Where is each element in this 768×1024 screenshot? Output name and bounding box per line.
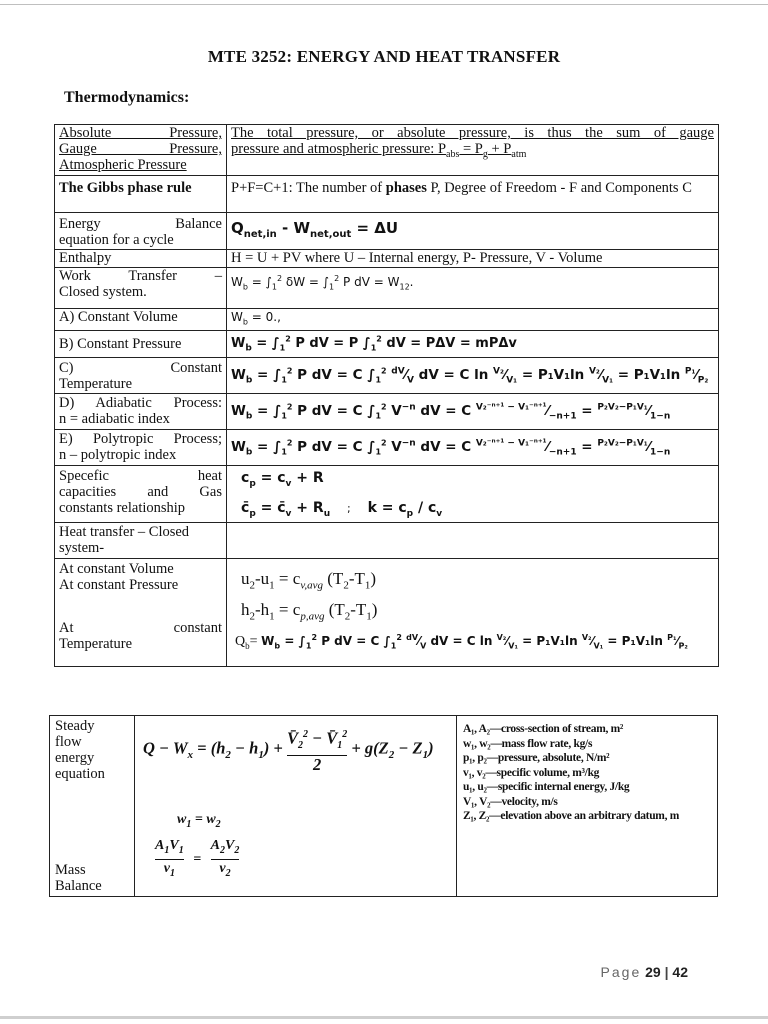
row-label: Heat transfer – Closed system- bbox=[55, 523, 227, 559]
const-temp-equation: $W_b = \int_1^2$ P dV = C $\int_1^2$ $^{dV}⁄_V$ dV = C $\ln ^{V_2}⁄_{V_1} = P_1V_1\ln$ $^{V_2}⁄_{V_1} = P_1V_1\ln$ $^{P_1}⁄_{P_2}$ bbox=[227, 358, 719, 394]
section-heading: Thermodynamics: bbox=[64, 89, 190, 106]
row-label: B) Constant Pressure bbox=[55, 331, 227, 358]
row-label: Enthalpy bbox=[55, 250, 227, 268]
polytropic-equation: $W_b = \int_1^2$ P dV = C $\int_1^2$ $V^{-n}$ dV = C $^{V_2^{-n+1} - V_1^{-n+1}}⁄_{-n+1}$ = $^{P_2V_2-P_1V_1}⁄_{1-n}$ bbox=[227, 430, 719, 466]
page-number: 29 bbox=[645, 964, 661, 980]
table-row bbox=[55, 430, 719, 466]
legend-item: Z₁, Z₂—elevation above an arbitrary datum, m bbox=[463, 810, 680, 822]
table-row bbox=[55, 309, 719, 331]
row-label: Absolute Pressure, Gauge Pressure, Atmospheric Pressure bbox=[55, 125, 227, 176]
table-row bbox=[55, 125, 719, 176]
bottom-rule bbox=[0, 1016, 768, 1019]
table-row bbox=[55, 250, 719, 268]
page-separator: | bbox=[664, 964, 669, 980]
page-total: 42 bbox=[672, 964, 688, 980]
table-row bbox=[55, 213, 719, 250]
row-label: Work Transfer – Closed system. bbox=[55, 268, 227, 309]
legend-item: v₁, v₂—specific volume, m³/kg bbox=[463, 766, 600, 779]
steady-flow-legend bbox=[457, 716, 718, 897]
row-desc: P+F=C+1: The number of phases P, Degree of Freedom - F and Components C bbox=[227, 176, 719, 213]
row-label: The Gibbs phase rule bbox=[55, 176, 227, 213]
adiabatic-equation: $W_b = \int_1^2$ P dV = C $\int_1^2$ $V^{-n}$ dV = C $^{V_2^{-n+1} - V_1^{-n+1}}⁄_{-n+1}$ = $^{P_2V_2-P_1V_1}⁄_{1-n}$ bbox=[227, 394, 719, 430]
row-label: Energy Balance equation for a cycle bbox=[55, 213, 227, 250]
table-row bbox=[55, 559, 719, 667]
const-pressure-equation: $W_b = \int_1^2$ P dV = P $\int_1^2$ dV = PΔV = mPΔv bbox=[227, 331, 719, 358]
table-row bbox=[55, 176, 719, 213]
energy-balance-equation: $Q_{net,in} - W_{net,out} = \Delta U$ bbox=[227, 213, 719, 250]
thermo-table bbox=[54, 124, 719, 667]
table-row bbox=[55, 523, 719, 559]
empty-cell bbox=[227, 523, 719, 559]
table-row bbox=[55, 331, 719, 358]
legend-item: A₁, A₂—cross-section of stream, m² bbox=[463, 723, 624, 735]
steady-flow-table bbox=[49, 715, 718, 897]
legend-item: u₁, u₂—specific internal energy, J/kg bbox=[463, 781, 630, 793]
legend-item: p₁, p₂—pressure, absolute, N/m² bbox=[463, 752, 610, 764]
page-title: MTE 3252: ENERGY AND HEAT TRANSFER bbox=[207, 47, 561, 66]
row-label: Steady flow energy equation Mass Balance bbox=[50, 716, 135, 897]
row-desc: The total pressure, or absolute pressure, is thus the sum of gauge pressure and atmospheric pressure: $P_{abs} = P_g + P_{atm}$ bbox=[227, 125, 719, 176]
legend-item: V₁, V₂—velocity, m/s bbox=[463, 795, 558, 808]
row-label: C) Constant Temperature bbox=[55, 358, 227, 394]
top-rule bbox=[0, 4, 768, 5]
work-equation: $W_b = \int_1^2$ $\delta W = \int_1^2$ P dV = $W_{12}$. bbox=[227, 268, 719, 309]
legend-item: w₁, w₂—mass flow rate, kg/s bbox=[463, 737, 593, 750]
table-row bbox=[50, 716, 718, 897]
row-label: E) Polytropic Process; n – polytropic index bbox=[55, 430, 227, 466]
row-label: Specefic heat capacities and Gas constants relationship bbox=[55, 466, 227, 523]
table-row bbox=[55, 394, 719, 430]
row-label: At constant Volume At constant Pressure At constant Temperature bbox=[55, 559, 227, 667]
const-volume-equation: $W_b = 0$., bbox=[227, 309, 719, 331]
page-word: Page bbox=[600, 964, 642, 980]
row-label: D) Adiabatic Process: n = adiabatic index bbox=[55, 394, 227, 430]
row-desc: H = U + PV where U – Internal energy, P- Pressure, V - Volume bbox=[227, 250, 719, 268]
specific-heat-equations: $c_p = c_v + R$ $c̄_p$ = $c̄_v + R_u$ ; $k = c_p / c_v$ bbox=[227, 466, 719, 523]
row-label: A) Constant Volume bbox=[55, 309, 227, 331]
constant-cases-equations: $u_2-u_1 = c_{v,avg}$ $(T_2-T_1)$ $h_2-h_1 = c_{p,avg}$ $(T_2-T_1)$ $Q_b= W_b = \int_1^2$ P dV = C $\int_1^2$ $^{dV}⁄_V$ dV = C $\ln ^{V_2}⁄_{V_1} = P_1V_1\ln$ $^{V_2}⁄_{V_1} = P_1V_1\ln$ $^{P_1}⁄_{P_2}$ bbox=[227, 559, 719, 667]
table-row bbox=[55, 466, 719, 523]
table-row bbox=[55, 358, 719, 394]
page-footer bbox=[601, 964, 688, 980]
table-row bbox=[55, 268, 719, 309]
steady-flow-equations: $Q - W_x = (h_2 - h_1)$ + $\frac{V̄_2^2 - V̄_1^2}{2}$ + $g(Z_2 - Z_1)$ $w_1 = w_2$ $\frac{A_1V_1}{v_1}$ = $\frac{A_2V_2}{v_2}$ bbox=[135, 716, 457, 897]
